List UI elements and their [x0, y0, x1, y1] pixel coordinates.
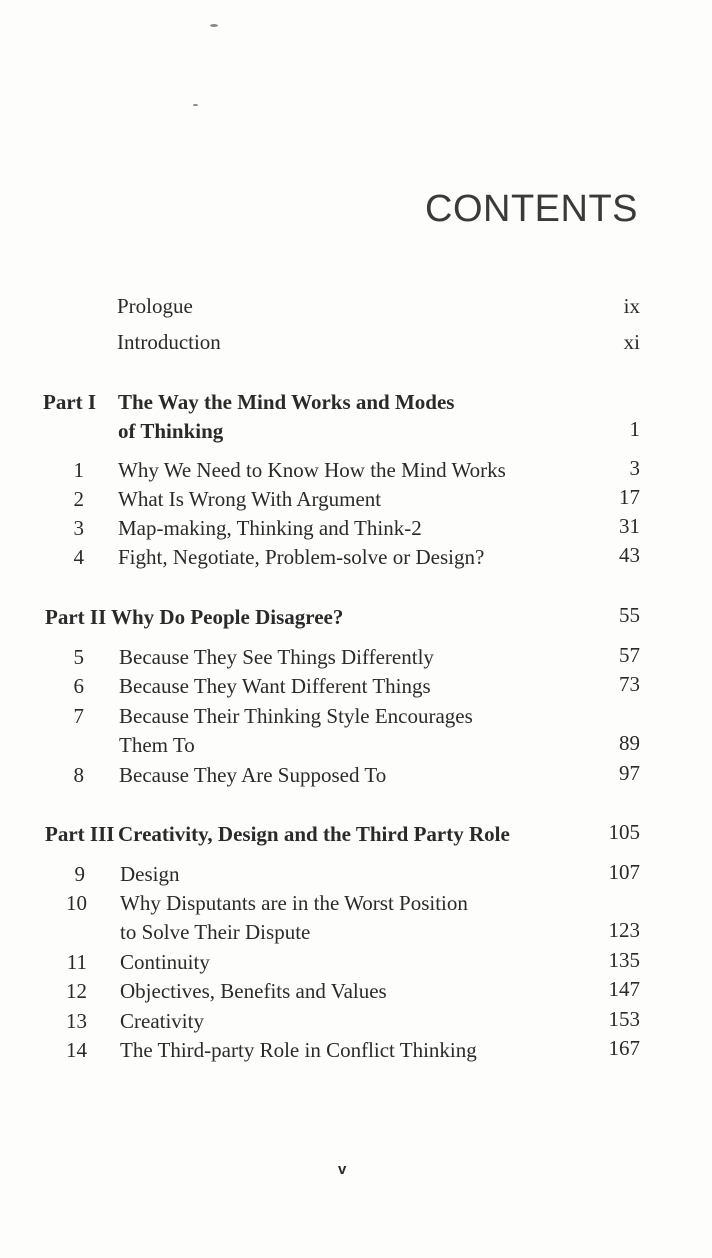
chapter-title: Continuity — [120, 950, 210, 974]
chapter-number: 4 — [73, 545, 84, 569]
chapter-title: Because They Are Supposed To — [119, 763, 387, 787]
chapter-page: 97 — [619, 761, 640, 785]
chapter-page: 123 — [608, 918, 640, 942]
part-label: Part I — [43, 390, 97, 414]
chapter-title: Objectives, Benefits and Values — [120, 979, 387, 1003]
chapter-title: to Solve Their Dispute — [120, 920, 311, 944]
part-page: 55 — [619, 603, 640, 627]
toc-front-page: ix — [623, 294, 640, 318]
chapter-page: 89 — [619, 731, 640, 755]
part-title: Creativity, Design and the Third Party Role — [118, 822, 510, 846]
chapter-page: 73 — [619, 672, 640, 696]
part-title: Why Do People Disagree? — [111, 605, 344, 629]
page-title: CONTENTS — [425, 188, 638, 230]
part-title: of Thinking — [118, 419, 224, 443]
page-folio: v — [338, 1161, 347, 1178]
part-label: Part III — [45, 822, 115, 846]
toc-front-title: Prologue — [117, 294, 193, 318]
chapter-title: Design — [120, 862, 180, 886]
chapter-page: 43 — [619, 543, 640, 567]
chapter-number: 10 — [66, 891, 87, 915]
chapter-title: Why Disputants are in the Worst Position — [120, 891, 468, 915]
chapter-page: 147 — [608, 977, 640, 1001]
chapter-title: Because They See Things Differently — [119, 645, 434, 669]
chapter-page: 135 — [608, 948, 640, 972]
chapter-title: Why We Need to Know How the Mind Works — [118, 458, 506, 482]
chapter-page: 31 — [619, 514, 640, 538]
chapter-title: Because They Want Different Things — [119, 674, 431, 698]
chapter-page: 57 — [619, 643, 640, 667]
chapter-title: What Is Wrong With Argument — [118, 487, 382, 511]
chapter-number: 11 — [66, 950, 87, 974]
chapter-number: 12 — [66, 979, 87, 1003]
chapter-number: 8 — [73, 763, 84, 787]
chapter-title: Them To — [119, 733, 195, 757]
chapter-number: 9 — [74, 862, 85, 886]
chapter-page: 17 — [619, 485, 640, 509]
part-label: Part II — [45, 605, 107, 629]
chapter-title: Creativity — [120, 1009, 204, 1033]
chapter-number: 13 — [66, 1009, 87, 1033]
chapter-number: 2 — [73, 487, 84, 511]
chapter-title: Fight, Negotiate, Problem-solve or Design? — [118, 545, 485, 569]
chapter-page: 3 — [629, 456, 640, 480]
toc-front-page: xi — [623, 330, 640, 354]
chapter-number: 1 — [73, 458, 84, 482]
toc-front-title: Introduction — [117, 330, 221, 354]
chapter-page: 153 — [608, 1007, 640, 1031]
chapter-page: 167 — [608, 1036, 640, 1060]
chapter-title: Because Their Thinking Style Encourages — [119, 704, 473, 728]
scan-speck — [210, 24, 218, 27]
chapter-title: The Third-party Role in Conflict Thinking — [120, 1038, 477, 1062]
part-page: 105 — [608, 820, 640, 844]
chapter-number: 3 — [73, 516, 84, 540]
part-page: 1 — [629, 417, 640, 441]
chapter-number: 6 — [73, 674, 84, 698]
chapter-number: 14 — [66, 1038, 87, 1062]
chapter-number: 5 — [73, 645, 84, 669]
chapter-number: 7 — [73, 704, 84, 728]
scan-speck — [193, 104, 198, 106]
chapter-title: Map-making, Thinking and Think-2 — [118, 516, 422, 540]
part-title: The Way the Mind Works and Modes — [118, 390, 455, 414]
chapter-page: 107 — [608, 860, 640, 884]
